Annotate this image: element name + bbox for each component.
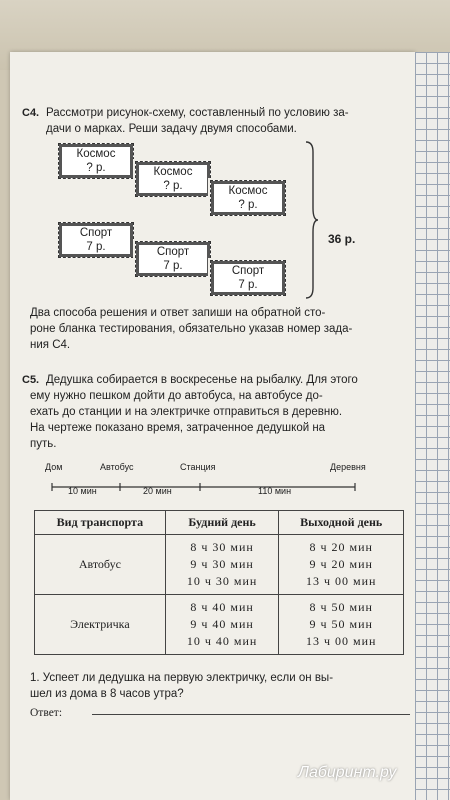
- time-cell: 10 ч 30 мин: [186, 574, 258, 588]
- task-c5-text-line5: путь.: [30, 438, 57, 450]
- bus-weekend-times: [279, 535, 404, 595]
- stamp-name: Космос: [76, 148, 116, 160]
- task-c4-text-line1: Рассмотри рисунок-схему, составленный по условию за-: [46, 107, 349, 119]
- stamp-price: ? р.: [163, 180, 183, 192]
- watermark-logo: Лабиринт.ру: [298, 764, 397, 781]
- train-weekday-times: [165, 595, 279, 655]
- train-weekend-times: [279, 595, 404, 655]
- stamp-kosmos-2: [135, 161, 211, 197]
- curly-brace: [305, 140, 319, 300]
- header-weekend: Выходной день: [279, 511, 404, 535]
- scale-point-bus: Автобус: [100, 462, 134, 472]
- stamp-sport-2: [135, 241, 211, 277]
- task-c5-text-line2: ему нужно пешком дойти до автобуса, на автобусе до-: [30, 390, 323, 402]
- stamp-sport-3: [210, 260, 286, 296]
- header-transport: Вид транспорта: [35, 511, 166, 535]
- scale-segment-walk: 10 мин: [68, 486, 97, 496]
- task-c4-label: C4.: [22, 107, 40, 119]
- header-weekday: Будний день: [165, 511, 279, 535]
- answer-field[interactable]: [92, 714, 410, 715]
- task-c5-text-line4: На чертеже показано время, затраченное дедушкой на: [30, 422, 326, 434]
- stamp-name: Космос: [153, 166, 193, 178]
- stamp-kosmos-3: [210, 180, 286, 216]
- task-c5-text-line1: Дедушка собирается в воскресенье на рыбалку. Для этого: [46, 374, 358, 386]
- scale-point-home: Дом: [45, 462, 63, 472]
- bus-weekday-times: [165, 535, 279, 595]
- time-cell: 8 ч 30 мин: [190, 540, 254, 554]
- answer-label: Ответ:: [30, 707, 63, 719]
- question-line1: 1. Успеет ли дедушка на первую электричку, если он вы-: [30, 672, 334, 684]
- time-cell: 9 ч 40 мин: [190, 617, 254, 631]
- time-cell: 8 ч 40 мин: [190, 600, 254, 614]
- stamp-price: 7 р.: [238, 279, 258, 291]
- stamp-price: ? р.: [238, 199, 258, 211]
- table-header-row: [35, 511, 404, 535]
- grid-paper-margin: [415, 52, 450, 800]
- time-cell: 13 ч 00 мин: [305, 574, 377, 588]
- stamp-name: Спорт: [231, 265, 265, 277]
- scale-segment-train: 110 мин: [258, 486, 292, 496]
- stamp-price: ? р.: [86, 162, 106, 174]
- time-cell: 9 ч 30 мин: [190, 557, 254, 571]
- task-c4-note-line1: Два способа решения и ответ запиши на обратной сто-: [30, 307, 326, 319]
- task-c5-text-line3: ехать до станции и на электричке отправиться в деревню.: [30, 406, 343, 418]
- stamp-price: 7 р.: [86, 241, 106, 253]
- schedule-table: [34, 510, 404, 655]
- stamp-sport-1: [58, 222, 134, 258]
- transport-train: Электричка: [35, 595, 166, 655]
- question-line2: шел из дома в 8 часов утра?: [30, 688, 184, 700]
- stamp-name: Космос: [228, 185, 268, 197]
- time-cell: 10 ч 40 мин: [186, 634, 258, 648]
- scale-point-village: Деревня: [330, 462, 366, 472]
- table-row: [35, 595, 404, 655]
- stamp-price: 7 р.: [163, 260, 183, 272]
- task-c4-text-line2: дачи о марках. Реши задачу двумя способами.: [46, 123, 297, 135]
- time-cell: 9 ч 20 мин: [309, 557, 373, 571]
- scale-point-station: Станция: [180, 462, 216, 472]
- task-c4-note-line2: роне бланка тестирования, обязательно указав номер зада-: [30, 323, 353, 335]
- stamps-total: 36 р.: [328, 232, 356, 246]
- stamp-kosmos-1: [58, 143, 134, 179]
- stamp-name: Спорт: [156, 246, 190, 258]
- table-row: [35, 535, 404, 595]
- transport-bus: Автобус: [35, 535, 166, 595]
- time-cell: 9 ч 50 мин: [309, 617, 373, 631]
- task-c4-note-line3: ния С4.: [30, 339, 71, 351]
- stamp-name: Спорт: [79, 227, 113, 239]
- task-c5-label: С5.: [22, 374, 40, 386]
- time-cell: 8 ч 20 мин: [309, 540, 373, 554]
- scale-segment-bus: 20 мин: [143, 486, 172, 496]
- time-cell: 13 ч 00 мин: [305, 634, 377, 648]
- time-cell: 8 ч 50 мин: [309, 600, 373, 614]
